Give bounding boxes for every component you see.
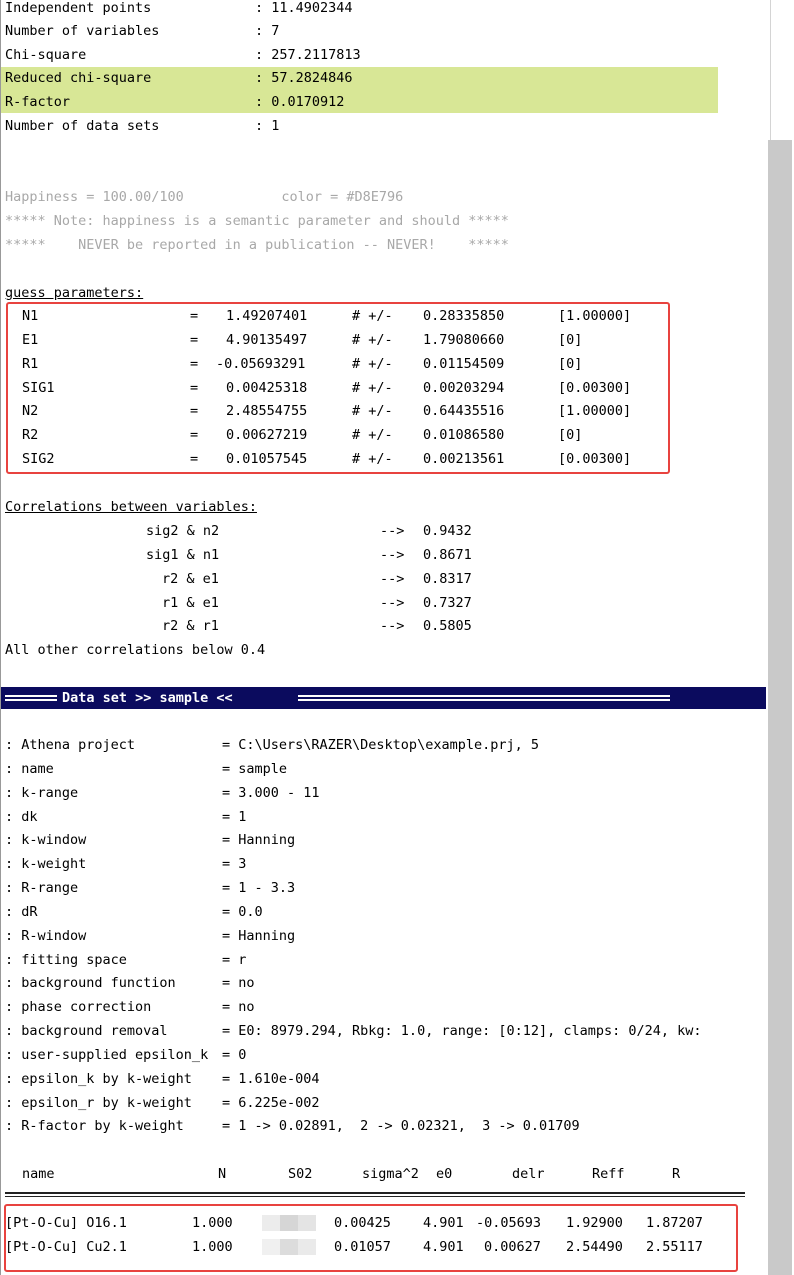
prop-value: = 6.225e-002 <box>222 1095 320 1111</box>
correlation-arrow: --> <box>380 547 405 563</box>
prop-key: : Athena project <box>5 737 136 753</box>
prop-key: : user-supplied epsilon_k <box>5 1047 209 1063</box>
label-reduced-chi-square: Reduced chi-square <box>5 70 152 86</box>
prop-value: = C:\Users\RAZER\Desktop\example.prj, 5 <box>222 737 539 753</box>
prop-key: : R-window <box>5 928 87 944</box>
param-initial: [0] <box>558 356 583 372</box>
banner-rule-left <box>5 695 57 701</box>
path-reff: 2.54490 <box>566 1239 623 1255</box>
s02-redacted <box>262 1215 316 1231</box>
prop-value: = 0.0 <box>222 904 263 920</box>
prop-value: = 3.000 - 11 <box>222 785 320 801</box>
prop-value: = no <box>222 999 255 1015</box>
prop-key: : epsilon_r by k-weight <box>5 1095 192 1111</box>
param-name: SIG2 <box>22 451 55 467</box>
param-initial: [0] <box>558 332 583 348</box>
label-chi-square: Chi-square <box>5 47 87 63</box>
param-plusminus: # +/- <box>352 308 393 324</box>
param-name: E1 <box>22 332 39 348</box>
param-error: 0.01154509 <box>423 356 505 372</box>
dataset-banner-title: Data set >> sample << <box>62 690 233 706</box>
label-r-factor: R-factor <box>5 94 71 110</box>
correlation-arrow: --> <box>380 618 405 634</box>
prop-value: = 0 <box>222 1047 247 1063</box>
prop-key: : R-range <box>5 880 79 896</box>
prop-key: : epsilon_k by k-weight <box>5 1071 192 1087</box>
happiness-note-line: ***** Note: happiness is a semantic parameter and should ***** <box>5 213 509 229</box>
value-r-factor: : 0.0170912 <box>255 94 345 110</box>
happiness-line: Happiness = 100.00/100 color = #D8E796 <box>5 189 404 205</box>
prop-key: : dR <box>5 904 38 920</box>
param-value: 0.00627219 <box>226 427 308 443</box>
correlation-value: 0.8671 <box>423 547 472 563</box>
guess-parameters-heading: guess parameters: <box>5 285 144 301</box>
col-header-e0: e0 <box>436 1166 453 1182</box>
path-name: [Pt-O-Cu] Cu2.1 <box>5 1239 127 1255</box>
col-header-reff: Reff <box>592 1166 625 1182</box>
param-eq: = <box>190 380 199 396</box>
path-r: 1.87207 <box>646 1215 703 1231</box>
path-reff: 1.92900 <box>566 1215 623 1231</box>
param-plusminus: # +/- <box>352 380 393 396</box>
left-border <box>0 0 1 1275</box>
value-number-of-variables: : 7 <box>255 23 280 39</box>
param-error: 0.01086580 <box>423 427 505 443</box>
col-header-r: R <box>672 1166 681 1182</box>
param-eq: = <box>190 451 199 467</box>
dataset-banner <box>0 687 766 709</box>
correlation-arrow: --> <box>380 523 405 539</box>
param-eq: = <box>190 356 199 372</box>
param-initial: [1.00000] <box>558 308 632 324</box>
prop-key: : k-window <box>5 832 87 848</box>
param-eq: = <box>190 308 199 324</box>
prop-value: = sample <box>222 761 288 777</box>
param-plusminus: # +/- <box>352 356 393 372</box>
correlation-pair: r2 & e1 <box>162 571 219 587</box>
prop-value: = no <box>222 975 255 991</box>
value-chi-square: : 257.2117813 <box>255 47 361 63</box>
correlation-arrow: --> <box>380 571 405 587</box>
correlation-pair: sig1 & n1 <box>146 547 220 563</box>
prop-value: = Hanning <box>222 832 296 848</box>
prop-value: = Hanning <box>222 928 296 944</box>
param-initial: [1.00000] <box>558 403 632 419</box>
prop-key: : dk <box>5 809 38 825</box>
path-e0: 4.901 <box>423 1239 464 1255</box>
prop-value: = E0: 8979.294, Rbkg: 1.0, range: [0:12], clamps: 0/24, kw: <box>222 1023 702 1039</box>
s02-redacted <box>262 1239 316 1255</box>
param-plusminus: # +/- <box>352 403 393 419</box>
path-delr: 0.00627 <box>484 1239 541 1255</box>
prop-key: : R-factor by k-weight <box>5 1118 184 1134</box>
paths-header-separator <box>5 1192 745 1197</box>
banner-rule-right <box>298 695 670 701</box>
correlation-value: 0.8317 <box>423 571 472 587</box>
param-value: 0.00425318 <box>226 380 308 396</box>
param-error: 1.79080660 <box>423 332 505 348</box>
scrollbar-thumb[interactable] <box>768 140 792 1275</box>
correlations-heading: Correlations between variables: <box>5 499 257 515</box>
prop-key: : background removal <box>5 1023 168 1039</box>
param-initial: [0] <box>558 427 583 443</box>
path-sigma2: 0.00425 <box>334 1215 391 1231</box>
correlation-pair: r1 & e1 <box>162 595 219 611</box>
prop-value: = 1 -> 0.02891, 2 -> 0.02321, 3 -> 0.01709 <box>222 1118 580 1134</box>
happiness-warning-line: ***** NEVER be reported in a publication -- NEVER! ***** <box>5 237 509 253</box>
path-e0: 4.901 <box>423 1215 464 1231</box>
path-delr: -0.05693 <box>476 1215 542 1231</box>
prop-key: : background function <box>5 975 176 991</box>
path-n: 1.000 <box>192 1215 233 1231</box>
param-plusminus: # +/- <box>352 332 393 348</box>
param-plusminus: # +/- <box>352 427 393 443</box>
path-n: 1.000 <box>192 1239 233 1255</box>
param-name: N2 <box>22 403 39 419</box>
param-name: R2 <box>22 427 39 443</box>
correlation-value: 0.7327 <box>423 595 472 611</box>
col-header-n: N <box>218 1166 227 1182</box>
col-header-delr: delr <box>512 1166 545 1182</box>
param-value: 2.48554755 <box>226 403 308 419</box>
path-r: 2.55117 <box>646 1239 703 1255</box>
param-eq: = <box>190 332 199 348</box>
prop-value: = 1 <box>222 809 247 825</box>
param-plusminus: # +/- <box>352 451 393 467</box>
correlation-value: 0.5805 <box>423 618 472 634</box>
param-name: SIG1 <box>22 380 55 396</box>
prop-key: : phase correction <box>5 999 152 1015</box>
prop-key: : name <box>5 761 54 777</box>
correlation-arrow: --> <box>380 595 405 611</box>
param-eq: = <box>190 427 199 443</box>
prop-value: = r <box>222 952 247 968</box>
param-error: 0.64435516 <box>423 403 505 419</box>
param-initial: [0.00300] <box>558 451 632 467</box>
prop-value: = 1 - 3.3 <box>222 880 296 896</box>
prop-key: : fitting space <box>5 952 127 968</box>
param-value: 4.90135497 <box>226 332 308 348</box>
prop-key: : k-range <box>5 785 79 801</box>
label-number-of-variables: Number of variables <box>5 23 160 39</box>
path-name: [Pt-O-Cu] O16.1 <box>5 1215 127 1231</box>
label-independent-points: Independent points <box>5 0 152 16</box>
prop-value: = 1.610e-004 <box>222 1071 320 1087</box>
param-error: 0.28335850 <box>423 308 505 324</box>
label-number-of-data-sets: Number of data sets <box>5 118 160 134</box>
correlation-value: 0.9432 <box>423 523 472 539</box>
correlation-pair: sig2 & n2 <box>146 523 220 539</box>
value-independent-points: : 11.4902344 <box>255 0 353 16</box>
param-eq: = <box>190 403 199 419</box>
correlation-pair: r2 & r1 <box>162 618 219 634</box>
param-value: -0.05693291 <box>216 356 306 372</box>
prop-key: : k-weight <box>5 856 87 872</box>
prop-value: = 3 <box>222 856 247 872</box>
col-header-name: name <box>22 1166 55 1182</box>
correlations-footer: All other correlations below 0.4 <box>5 642 266 658</box>
param-name: R1 <box>22 356 39 372</box>
value-number-of-data-sets: : 1 <box>255 118 280 134</box>
param-value: 0.01057545 <box>226 451 308 467</box>
param-name: N1 <box>22 308 39 324</box>
param-value: 1.49207401 <box>226 308 308 324</box>
param-initial: [0.00300] <box>558 380 632 396</box>
path-sigma2: 0.01057 <box>334 1239 391 1255</box>
col-header-s02: S02 <box>288 1166 313 1182</box>
param-error: 0.00213561 <box>423 451 505 467</box>
value-reduced-chi-square: : 57.2824846 <box>255 70 353 86</box>
col-header-sigma2: sigma^2 <box>362 1166 419 1182</box>
param-error: 0.00203294 <box>423 380 505 396</box>
